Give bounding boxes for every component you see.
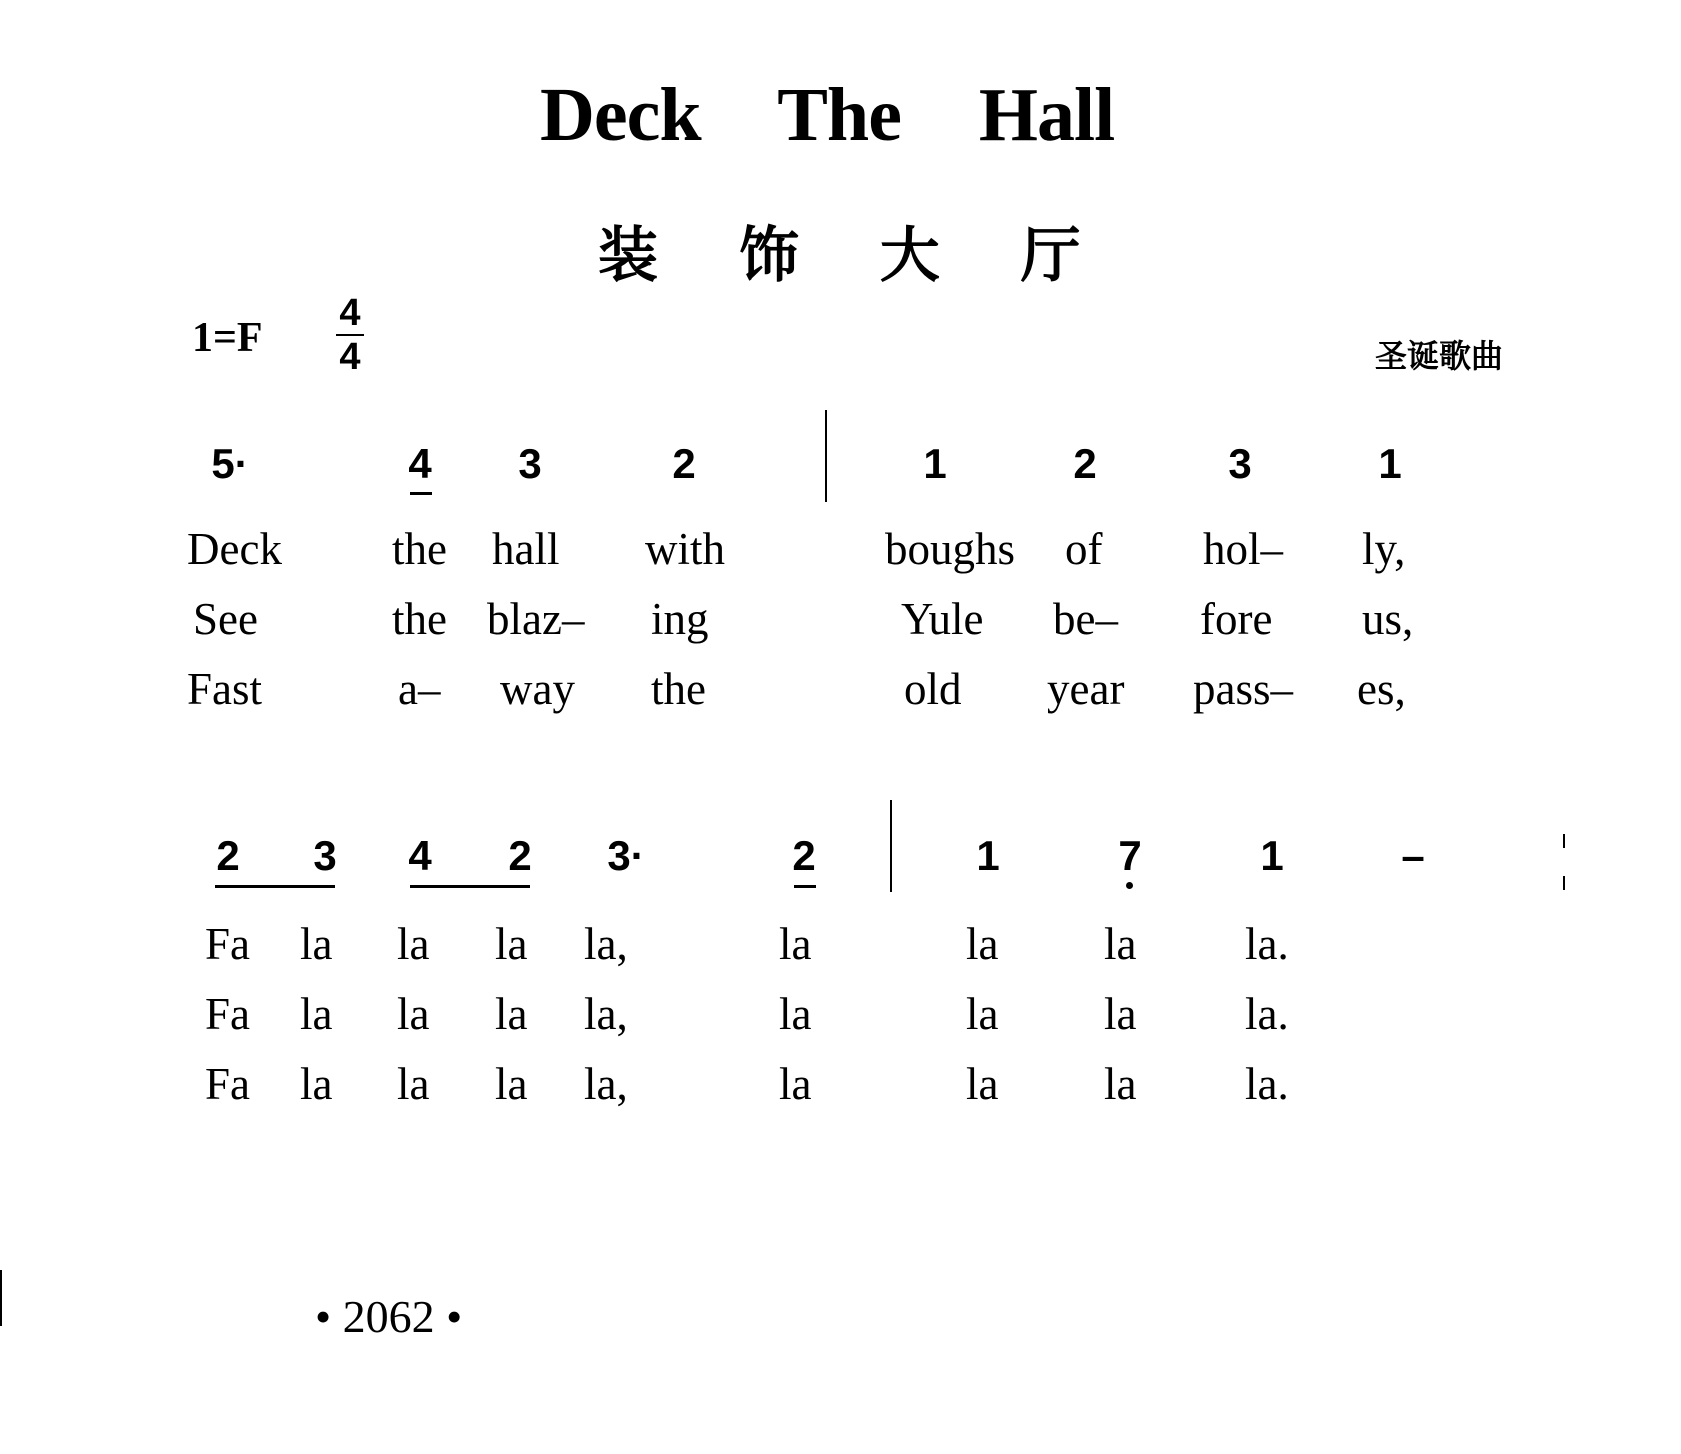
lyric: a– bbox=[398, 664, 441, 714]
page-edge-mark bbox=[0, 1270, 2, 1326]
note: 3 bbox=[1228, 440, 1252, 487]
lyric: Fa bbox=[205, 919, 250, 969]
note: 2 bbox=[508, 832, 532, 879]
note: – bbox=[1401, 832, 1425, 879]
lyric: la bbox=[1104, 1059, 1137, 1109]
lyric: la bbox=[779, 989, 812, 1039]
lyric: la. bbox=[1245, 989, 1289, 1039]
lyric: blaz– bbox=[487, 594, 585, 644]
note: 7 bbox=[1118, 832, 1142, 879]
lyric: Fa bbox=[205, 989, 250, 1039]
lyric: la bbox=[397, 1059, 430, 1109]
barline bbox=[890, 800, 892, 892]
key-signature: 1=F bbox=[192, 315, 263, 361]
lyric: la bbox=[779, 919, 812, 969]
lyric: the bbox=[651, 664, 706, 714]
underline bbox=[410, 492, 432, 495]
lyric: la bbox=[300, 989, 333, 1039]
composer-credit: 圣诞歌曲 bbox=[1375, 337, 1504, 375]
note: 2 bbox=[792, 832, 816, 879]
page-number: • 2062 • bbox=[315, 1291, 463, 1342]
note: 2 bbox=[216, 832, 240, 879]
note: 3 bbox=[518, 440, 542, 487]
time-signature-bottom: 4 bbox=[339, 336, 361, 378]
song-title: Deck The Hall bbox=[540, 73, 1115, 157]
end-repeat-barline bbox=[1563, 876, 1565, 890]
lyric: be– bbox=[1053, 594, 1118, 644]
barline bbox=[825, 410, 827, 502]
lyric: us, bbox=[1362, 594, 1414, 644]
lyric: boughs bbox=[885, 524, 1016, 574]
lyric: la bbox=[1104, 989, 1137, 1039]
note: 1 bbox=[923, 440, 947, 487]
lyric: with bbox=[645, 524, 726, 574]
lyric: la bbox=[397, 989, 430, 1039]
note: 1 bbox=[1378, 440, 1402, 487]
note: 1 bbox=[1260, 832, 1284, 879]
lyric: la bbox=[495, 989, 528, 1039]
note: 3· bbox=[607, 832, 645, 879]
end-repeat-barline bbox=[1563, 834, 1565, 848]
lyric: Fast bbox=[187, 664, 263, 714]
song-title-chinese: 装 饰 大 厅 bbox=[598, 221, 1081, 291]
lyric: la bbox=[397, 919, 430, 969]
lyric: way bbox=[500, 664, 575, 714]
note: 4 bbox=[408, 832, 432, 879]
lyric: Yule bbox=[901, 594, 984, 644]
lyric: Deck bbox=[187, 524, 282, 574]
lyric: la bbox=[300, 1059, 333, 1109]
lyric: pass– bbox=[1193, 664, 1293, 714]
note: 4 bbox=[408, 440, 432, 487]
lyric: la bbox=[966, 989, 999, 1039]
lyric: la bbox=[966, 1059, 999, 1109]
time-signature-top: 4 bbox=[339, 292, 361, 334]
note: 2 bbox=[1073, 440, 1097, 487]
lyric: the bbox=[392, 594, 447, 644]
note: 5· bbox=[211, 440, 249, 487]
lyric: the bbox=[392, 524, 447, 574]
lyric: hol– bbox=[1203, 524, 1284, 574]
lyric: la, bbox=[584, 919, 628, 969]
note: 1 bbox=[976, 832, 1000, 879]
underline bbox=[215, 885, 335, 888]
underline bbox=[794, 885, 816, 888]
lyric: year bbox=[1047, 664, 1125, 714]
lyric: la. bbox=[1245, 919, 1289, 969]
lyric: la bbox=[779, 1059, 812, 1109]
lyric: la, bbox=[584, 989, 628, 1039]
lyric: See bbox=[193, 594, 258, 644]
lyric: of bbox=[1065, 524, 1103, 574]
lyric: la bbox=[300, 919, 333, 969]
note: 3 bbox=[313, 832, 337, 879]
lyric: ly, bbox=[1362, 524, 1406, 574]
lyric: es, bbox=[1357, 664, 1406, 714]
lyric: fore bbox=[1200, 594, 1273, 644]
lyric: la bbox=[966, 919, 999, 969]
lyric: la bbox=[495, 1059, 528, 1109]
lyric: ing bbox=[651, 594, 709, 644]
underline bbox=[410, 885, 530, 888]
lyric: old bbox=[904, 664, 962, 714]
lyric: la bbox=[1104, 919, 1137, 969]
low-octave-dot bbox=[1126, 882, 1133, 889]
lyric: la bbox=[495, 919, 528, 969]
lyric: Fa bbox=[205, 1059, 250, 1109]
lyric: hall bbox=[492, 524, 560, 574]
lyric: la. bbox=[1245, 1059, 1289, 1109]
note: 2 bbox=[672, 440, 696, 487]
lyric: la, bbox=[584, 1059, 628, 1109]
